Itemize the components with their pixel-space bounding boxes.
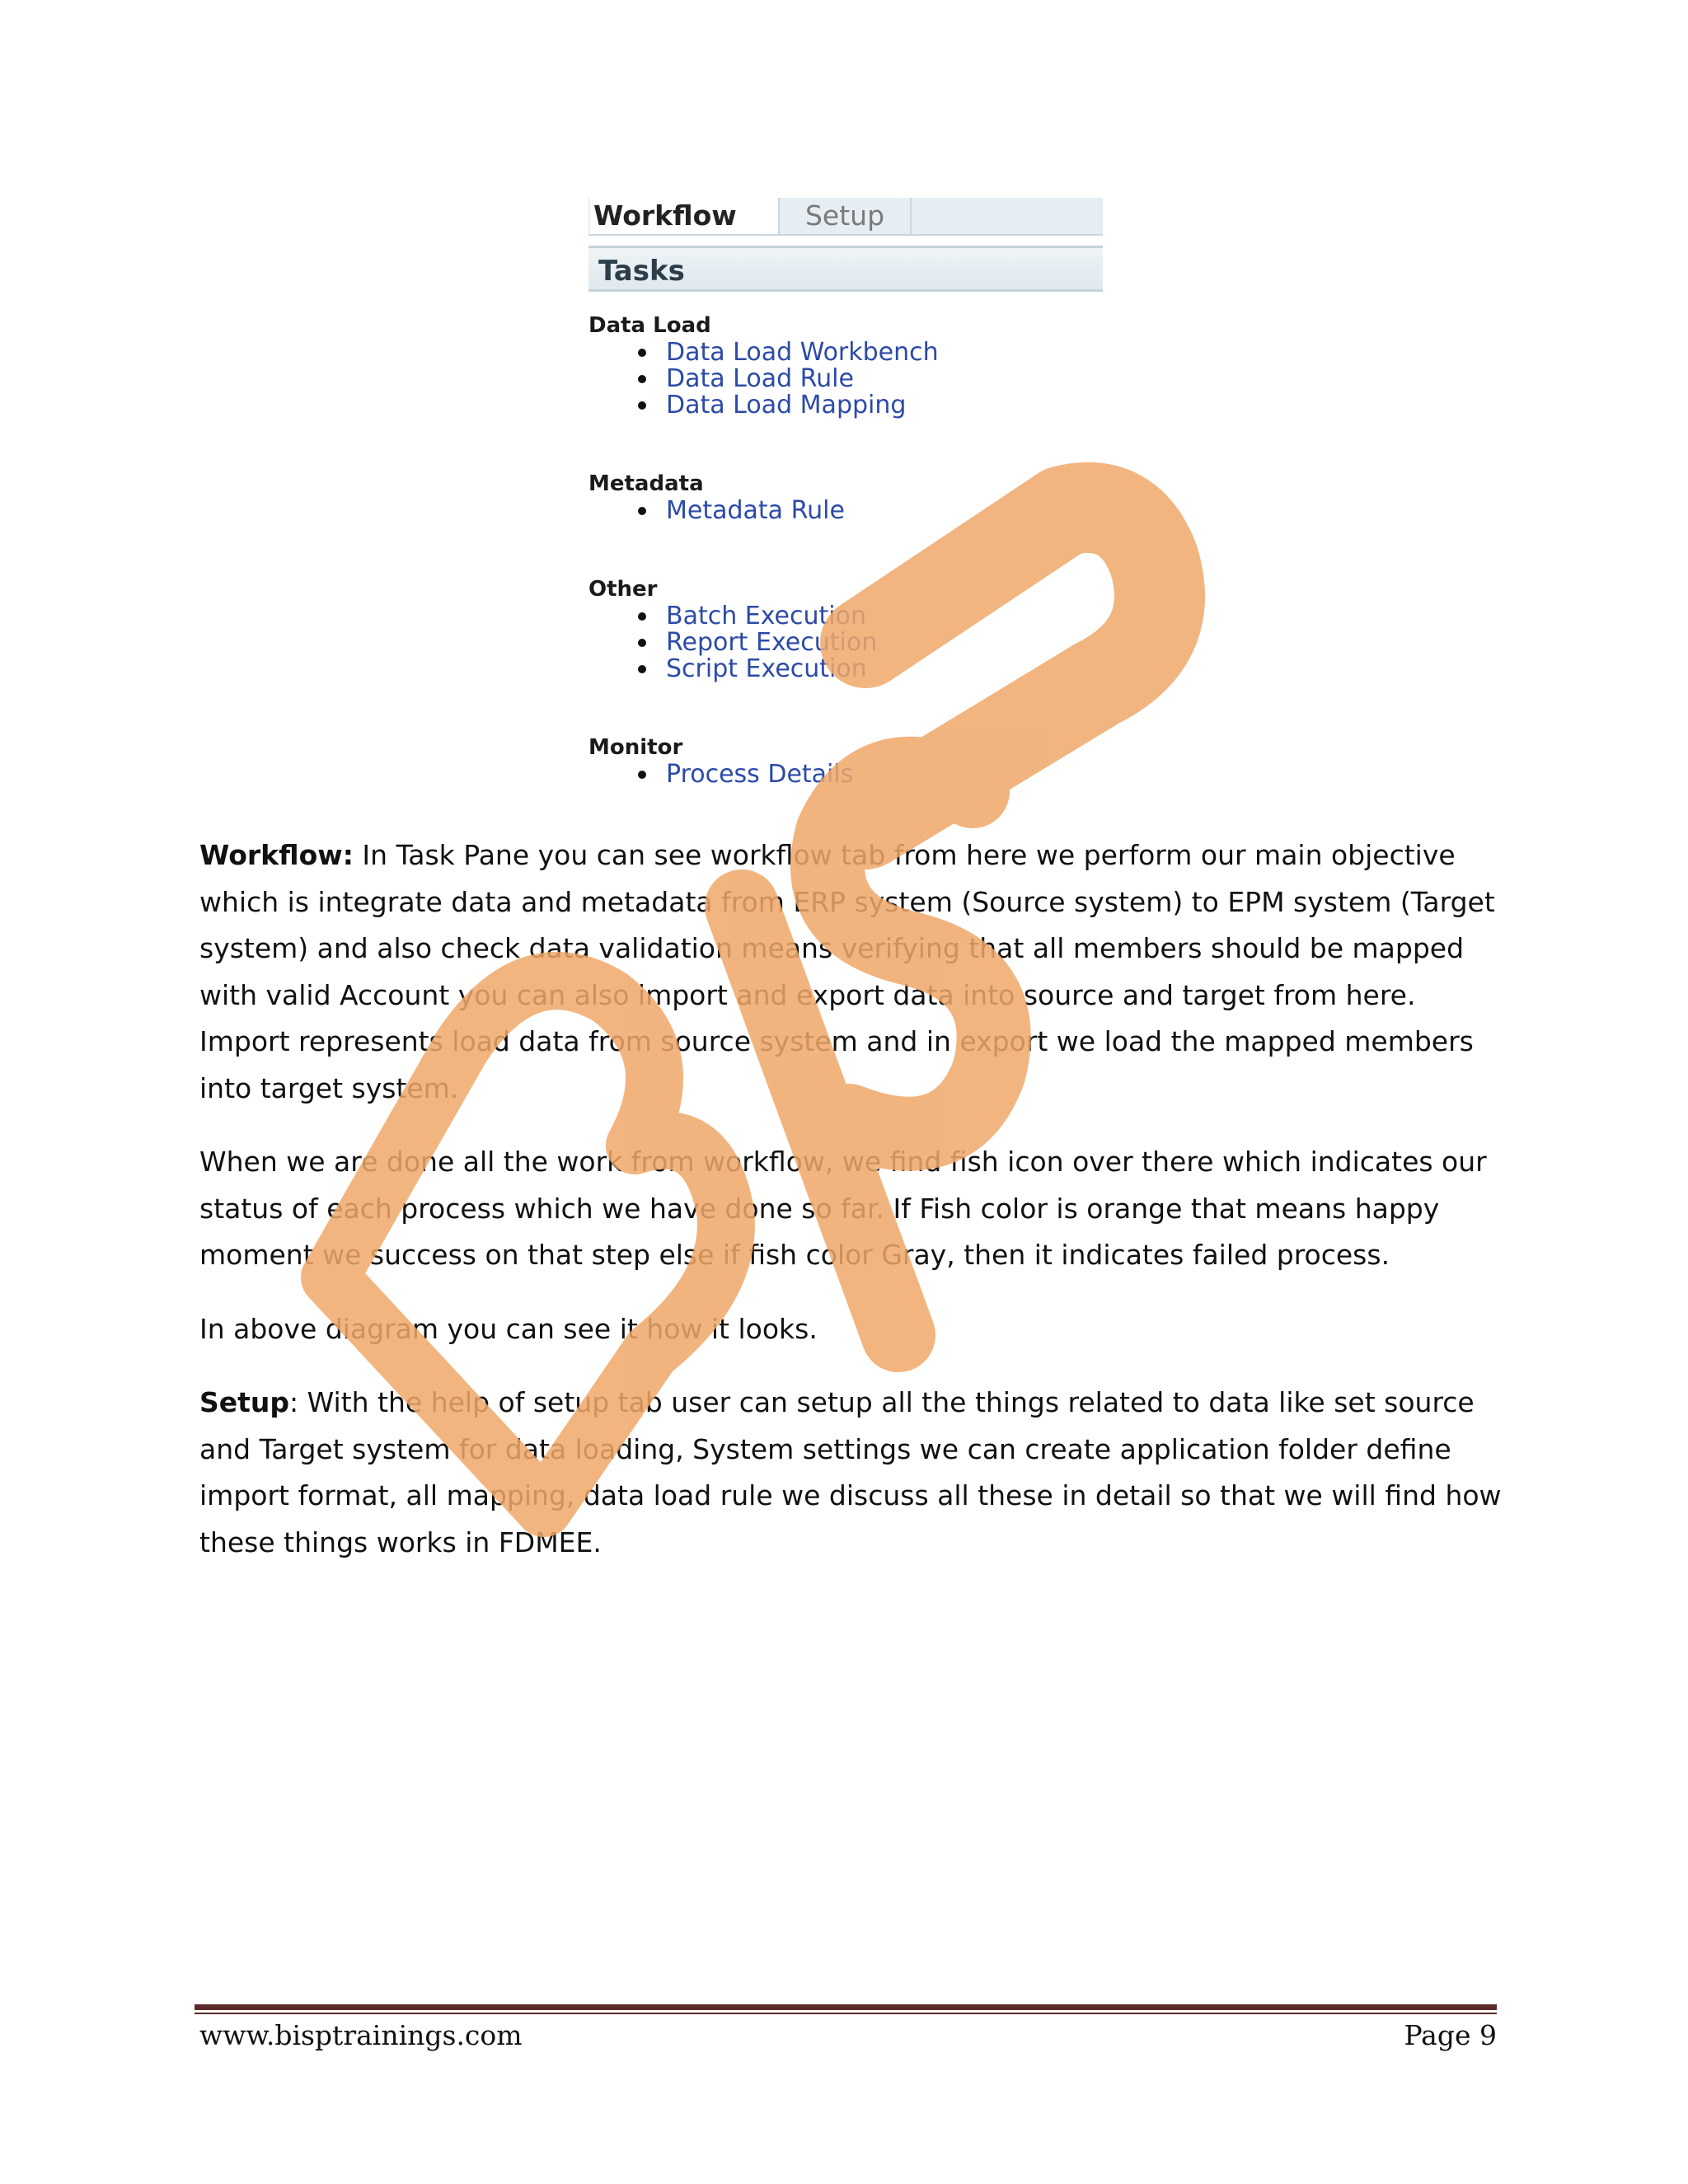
task-link-data-load-rule[interactable]: Data Load Rule — [588, 366, 1103, 392]
section-data-load — [588, 312, 1103, 419]
tasks-header: Tasks — [588, 246, 1103, 292]
workflow-text: In Task Pane you can see workflow tab from here we perform our main objective which is integrate data and metadata from ERP system (Source system) to EPM system (Target system) and also check data validation means verifying that all members should be mapped with valid Account you can also import and export data into source and target from here. Import represents load data from source system and in export we load the mapped members into target system. — [199, 839, 1495, 1104]
paragraph-fish-icon: When we are done all the work from workflow, we find fish icon over there which indicates our status of each process which we have done so far. If Fish color is orange that means happy moment we success on that step else if fish color Gray, then it indicates failed process. — [199, 1146, 1487, 1271]
paragraph-diagram: In above diagram you can see it how it looks. — [199, 1312, 818, 1345]
tab-bar — [588, 198, 1103, 236]
paragraph-setup — [199, 1380, 1502, 1566]
section-metadata — [588, 470, 1103, 524]
bullet-icon — [638, 375, 646, 383]
task-link-script-execution[interactable]: Script Execution — [588, 656, 1103, 682]
task-link-data-load-workbench[interactable]: Data Load Workbench — [588, 340, 1103, 366]
footer-rule-thin — [195, 2013, 1497, 2014]
workflow-label: Workflow: — [199, 839, 354, 871]
setup-label: Setup — [199, 1386, 290, 1418]
section-title: Other — [588, 577, 658, 602]
section-title: Data Load — [588, 313, 711, 338]
section-other — [588, 575, 1103, 682]
task-link-metadata-rule[interactable]: Metadata Rule — [588, 498, 1103, 524]
section-title: Metadata — [588, 471, 704, 496]
footer-website[interactable]: www.bisptrainings.com — [199, 2019, 523, 2051]
bullet-icon — [638, 349, 646, 357]
tab-setup[interactable]: Setup — [778, 198, 912, 234]
bullet-icon — [638, 665, 646, 673]
bullet-icon — [638, 612, 646, 621]
setup-text: : With the help of setup tab user can setup all the things related to data like set source and Target system for data loading, System settings we can create application folder define import format, all mapping, data load rule we discuss all these in detail so that we will find how these things works in FDMEE. — [199, 1386, 1502, 1558]
task-link-batch-execution[interactable]: Batch Execution — [588, 603, 1103, 630]
paragraph-workflow — [199, 832, 1502, 1112]
bullet-icon — [638, 401, 646, 410]
tab-workflow[interactable]: Workflow — [590, 198, 778, 234]
section-title: Monitor — [588, 735, 683, 760]
task-link-process-details[interactable]: Process Details — [588, 762, 1103, 788]
task-pane-screenshot — [588, 198, 1103, 808]
footer-rule — [195, 2004, 1497, 2010]
task-link-data-load-mapping[interactable]: Data Load Mapping — [588, 392, 1103, 419]
bullet-icon — [638, 639, 646, 647]
task-link-report-execution[interactable]: Report Execution — [588, 630, 1103, 656]
footer-page-number: Page 9 — [1404, 2019, 1497, 2051]
bullet-icon — [638, 507, 646, 515]
bullet-icon — [638, 771, 646, 779]
document-body — [199, 832, 1502, 1593]
section-monitor — [588, 733, 1103, 788]
